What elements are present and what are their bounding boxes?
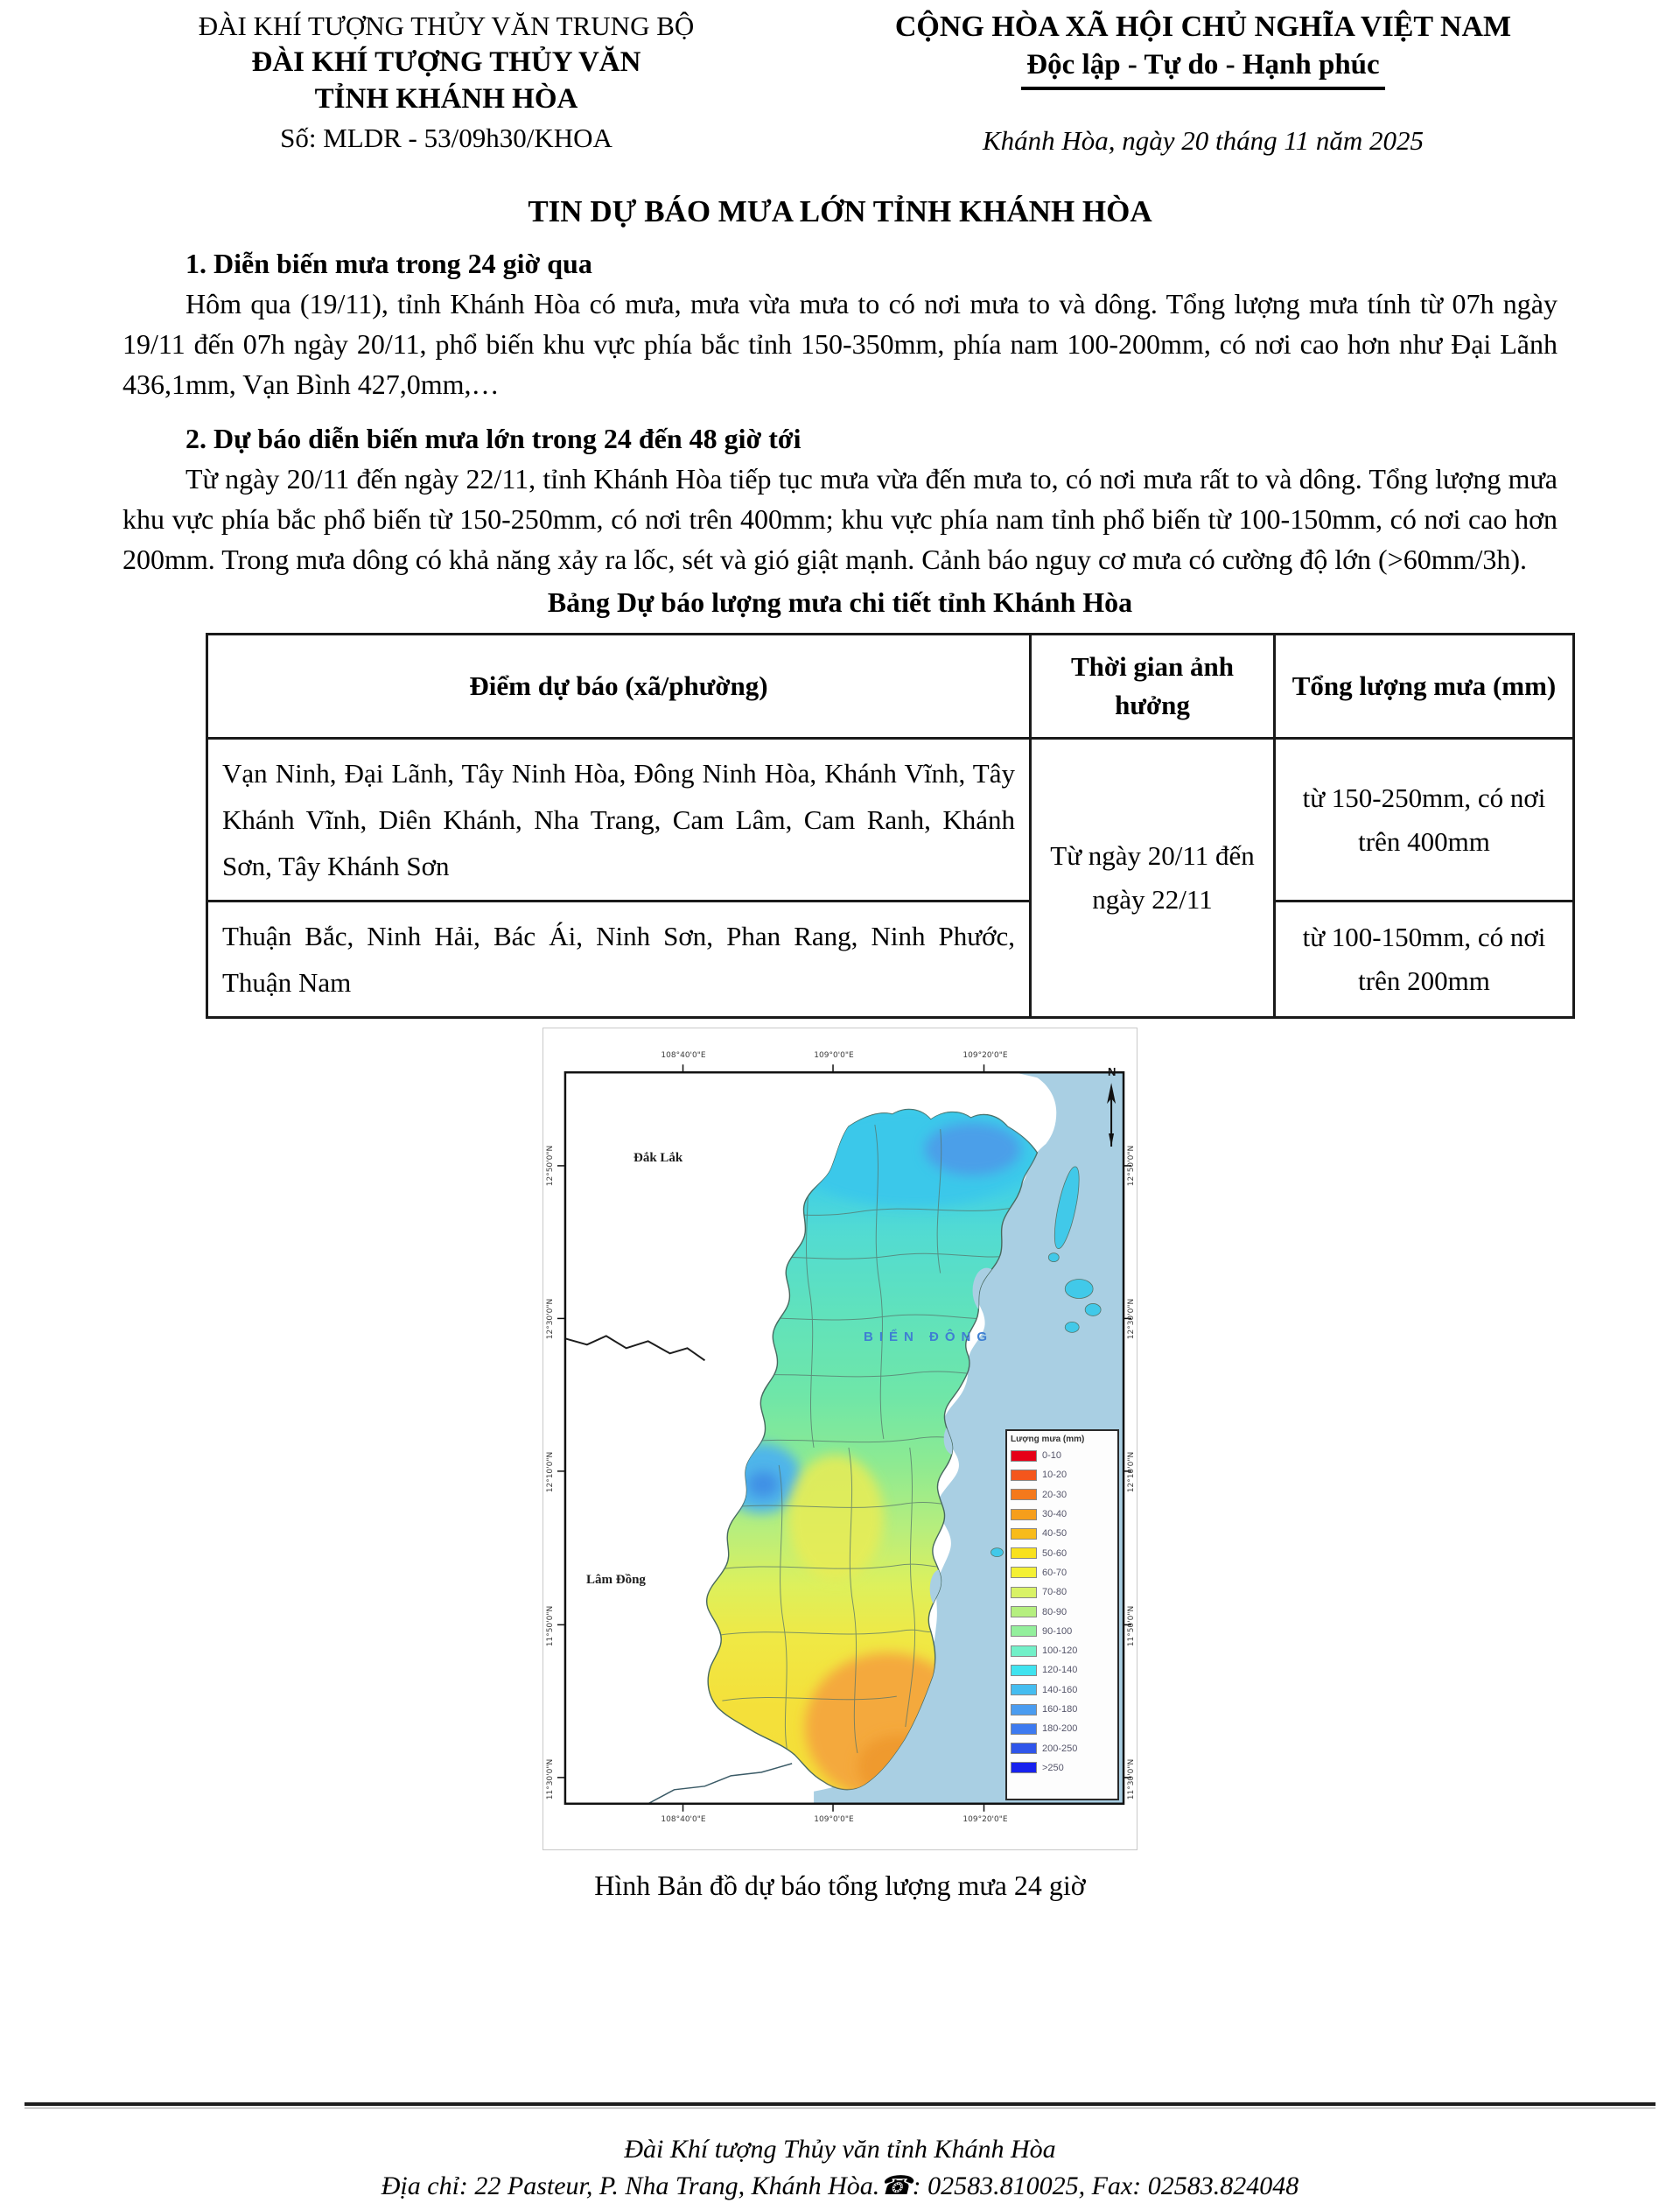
document-header (0, 0, 1680, 158)
col-header-time: Thời gian ảnh hưởng (1031, 635, 1275, 739)
footer-agency-line: Đài Khí tượng Thủy văn tỉnh Khánh Hòa (624, 2135, 1056, 2164)
parent-agency-name: ĐÀI KHÍ TƯỢNG THỦY VĂN TRUNG BỘ (198, 11, 695, 41)
section-2-heading: 2. Dự báo diễn biến mưa lớn trong 24 đến 48 giờ tới (186, 423, 802, 454)
legend-title: Lượng mưa (mm) (1011, 1435, 1085, 1444)
section-2-paragraph: Từ ngày 20/11 đến ngày 22/11, tỉnh Khánh Hòa tiếp tục mưa vừa đến mưa to, có nơi mưa rất to và dông. Tổng lượng mưa khu vực phía bắc phổ biến từ 150-250mm, có nơi trên 400mm; khu vực phía nam tỉnh phổ biến từ 100-150mm, có nơi cao hơn 200mm. Trong mưa dông có khả năng xảy ra lốc, sét và gió giật mạnh. Cảnh báo nguy cơ mưa có cường độ lớn (>60mm/3h). (122, 463, 1558, 575)
agency-name-line1: ĐÀI KHÍ TƯỢNG THỦY VĂN (251, 46, 641, 78)
agency-name-line2: TỈNH KHÁNH HÒA (314, 83, 578, 115)
sea-label: BIỂN ĐÔNG (864, 1330, 994, 1344)
legend-label: 50-60 (1042, 1547, 1068, 1559)
table-header-row (207, 635, 1574, 739)
document-number: Số: MLDR - 53/09h30/KHOA (280, 123, 612, 153)
rainfall-map-drawing (543, 1028, 1137, 1849)
map-tick-label: 108°40'0"E (661, 1051, 706, 1060)
neighbor-province-label-lamdong: Lâm Đồng (586, 1573, 646, 1587)
rain-zone-northeast-blue (925, 1123, 1021, 1175)
legend-label: 90-100 (1042, 1625, 1073, 1637)
legend-label: 120-140 (1042, 1665, 1078, 1676)
legend-label: 140-160 (1042, 1684, 1078, 1695)
map-tick-label: 12°30'0"N (546, 1298, 555, 1340)
document-body (122, 194, 1558, 1902)
map-tick-label: 109°0'0"E (814, 1815, 854, 1824)
national-header-block (814, 9, 1592, 158)
national-motto-line1: CỘNG HÒA XÃ HỘI CHỦ NGHĨA VIỆT NAM (894, 11, 1512, 43)
section-1-heading: 1. Diễn biến mưa trong 24 giờ qua (186, 248, 592, 279)
locations-north-cell: Vạn Ninh, Đại Lãnh, Tây Ninh Hòa, Đông Ninh Hòa, Khánh Vĩnh, Tây Khánh Vĩnh, Diên Khánh, Nha Trang, Cam Lâm, Cam Ranh, Khánh Sơn, Tây Khánh Sơn (207, 739, 1031, 902)
figure-caption: Hình Bản đồ dự báo tổng lượng mưa 24 giờ (594, 1870, 1086, 1901)
map-tick-label: 109°20'0"E (962, 1051, 1008, 1060)
map-tick-label: 11°50'0"N (1127, 1605, 1136, 1647)
time-cell: Từ ngày 20/11 đến ngày 22/11 (1031, 739, 1275, 1018)
col-header-amount: Tổng lượng mưa (mm) (1275, 635, 1574, 739)
map-tick-label: 12°50'0"N (1127, 1145, 1136, 1187)
issuing-agency-block (79, 9, 814, 158)
forecast-table (206, 633, 1575, 1019)
section-1-paragraph: Hôm qua (19/11), tỉnh Khánh Hòa có mưa, mưa vừa mưa to có nơi mưa to và dông. Tổng lượng mưa tính từ 07h ngày 19/11 đến 07h ngày 20/11, phổ biến khu vực phía bắc tỉnh 150-350mm, phía nam 100-200mm, có nơi cao hơn như Đại Lãnh 436,1mm, Vạn Bình 427,0mm,… (122, 288, 1558, 400)
neighbor-province-label-daklak: Đắk Lắk (634, 1151, 683, 1165)
legend-label: 20-30 (1042, 1489, 1068, 1500)
legend-label: 100-120 (1042, 1645, 1078, 1657)
legend-label: 80-90 (1042, 1606, 1068, 1617)
footer-address-line: Địa chỉ: 22 Pasteur, P. Nha Trang, Khánh Hòa.☎: 02583.810025, Fax: 02583.824048 (381, 2171, 1299, 2200)
rain-heavy-core-center (747, 1471, 779, 1498)
rainfall-map-figure (542, 1028, 1138, 1850)
amount-north-cell: từ 150-250mm, có nơi trên 400mm (1275, 739, 1574, 902)
map-tick-label: 11°50'0"N (546, 1605, 555, 1647)
north-label: N (1108, 1065, 1116, 1078)
legend-label: 200-250 (1042, 1743, 1078, 1754)
map-tick-label: 109°0'0"E (814, 1051, 854, 1060)
map-tick-label: 11°30'0"N (1127, 1758, 1136, 1800)
col-header-locations: Điểm dự báo (xã/phường) (207, 635, 1031, 739)
document-footer (0, 2102, 1680, 2205)
map-tick-label: 11°30'0"N (546, 1758, 555, 1800)
map-tick-label: 12°30'0"N (1127, 1298, 1136, 1340)
legend-label: 180-200 (1042, 1723, 1078, 1735)
rain-zone-coast-yellow (788, 1455, 884, 1581)
forecast-table-title: Bảng Dự báo lượng mưa chi tiết tỉnh Khánh Hòa (547, 586, 1133, 618)
map-tick-label: 12°50'0"N (546, 1145, 555, 1187)
legend-label: 70-80 (1042, 1587, 1068, 1598)
legend-label: 60-70 (1042, 1567, 1068, 1578)
map-tick-label: 12°10'0"N (1127, 1451, 1136, 1493)
map-tick-label: 109°20'0"E (962, 1815, 1008, 1824)
legend-label: 40-50 (1042, 1528, 1068, 1540)
legend-label: 10-20 (1042, 1470, 1068, 1481)
footer-rule-thick (24, 2102, 1656, 2106)
legend-label: 0-10 (1042, 1450, 1062, 1462)
page-title: TIN DỰ BÁO MƯA LỚN TỈNH KHÁNH HÒA (528, 194, 1152, 228)
table-row (207, 739, 1574, 902)
map-tick-label: 12°10'0"N (546, 1451, 555, 1493)
amount-south-cell: từ 100-150mm, có nơi trên 200mm (1275, 902, 1574, 1018)
legend-label: >250 (1042, 1762, 1064, 1773)
legend-label: 160-180 (1042, 1704, 1078, 1715)
table-row (207, 902, 1574, 1018)
legend-label: 30-40 (1042, 1509, 1068, 1520)
locations-south-cell: Thuận Bắc, Ninh Hải, Bác Ái, Ninh Sơn, Phan Rang, Ninh Phước, Thuận Nam (207, 902, 1031, 1018)
national-motto-line2: Độc lập - Tự do - Hạnh phúc (1021, 47, 1384, 90)
map-tick-label: 108°40'0"E (661, 1815, 706, 1824)
date-line: Khánh Hòa, ngày 20 tháng 11 năm 2025 (982, 125, 1424, 156)
